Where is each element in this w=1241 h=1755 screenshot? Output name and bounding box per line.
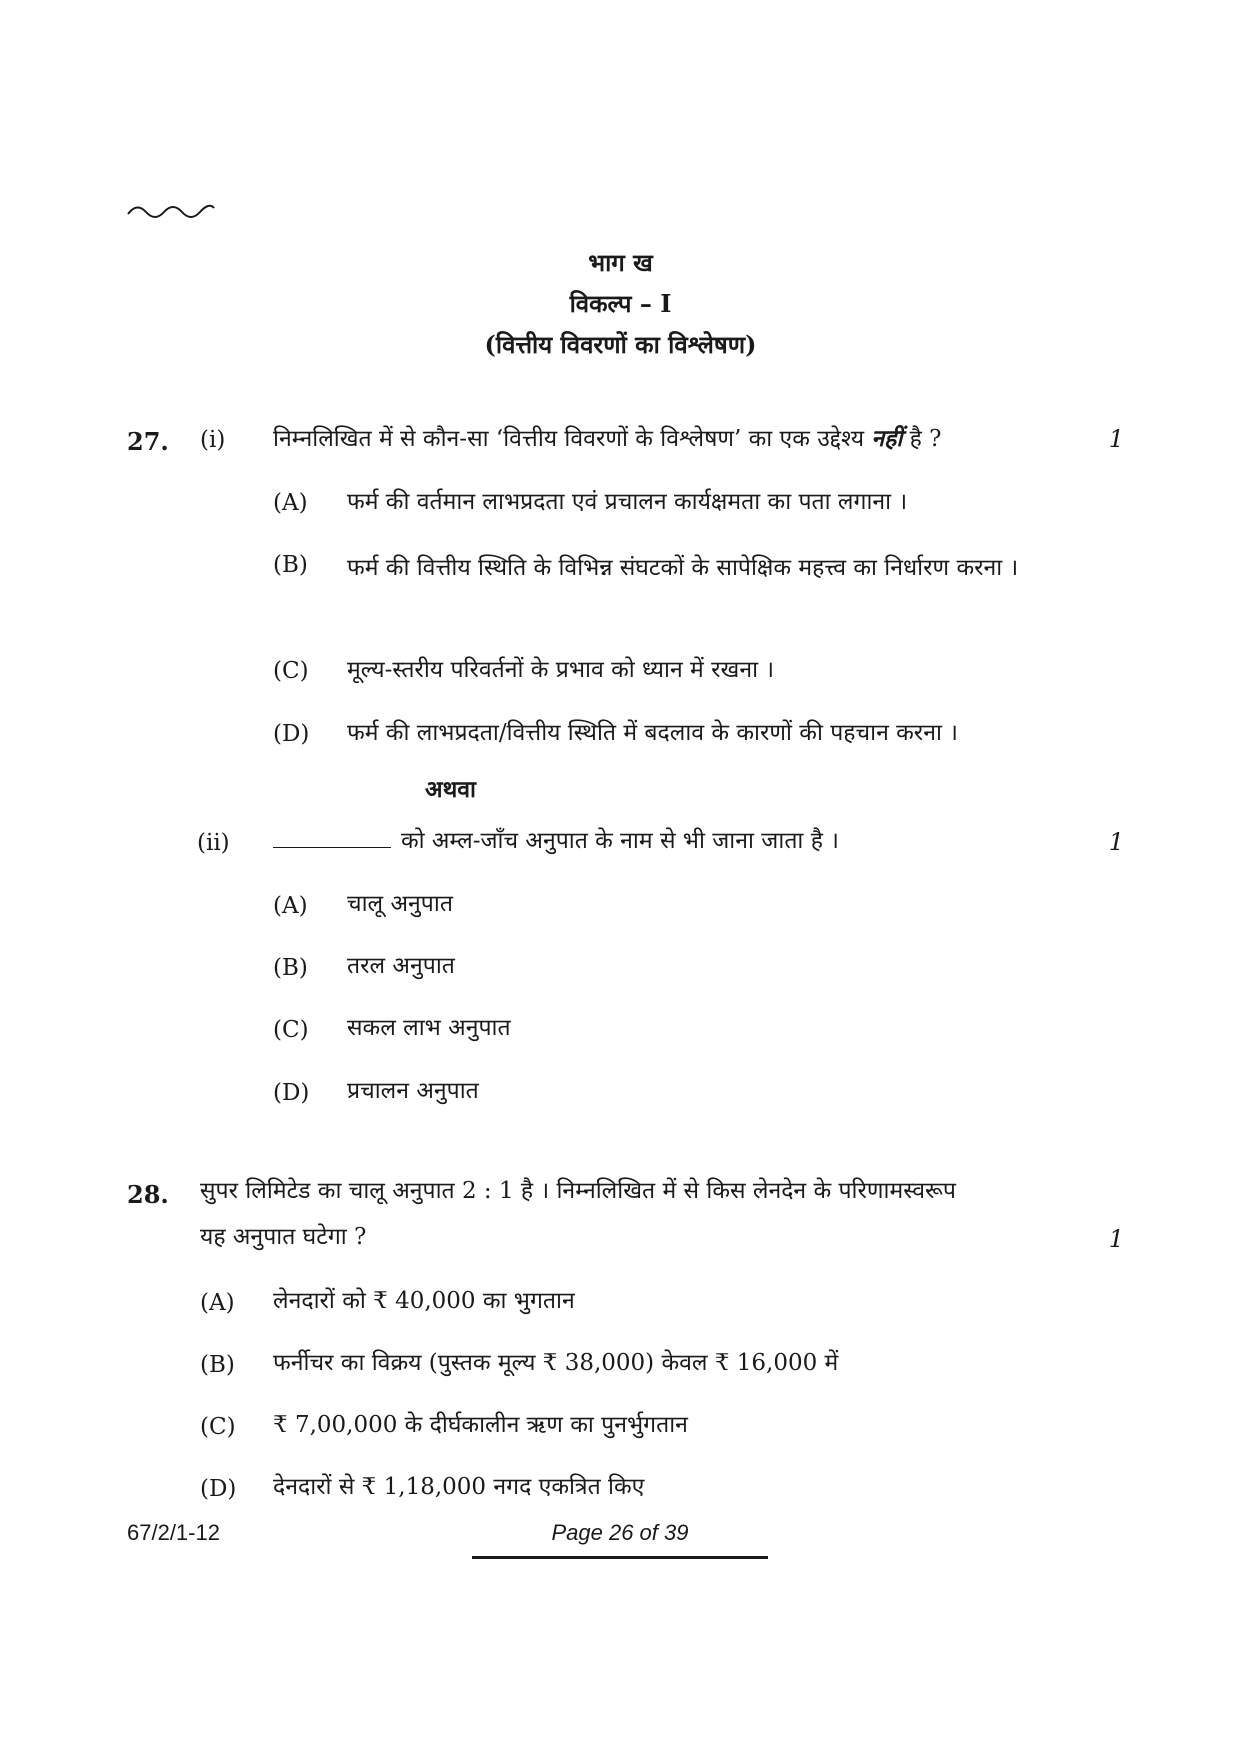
q27-part-ii-label: (ii)	[197, 830, 230, 856]
q28-option-text: फर्नीचर का विक्रय (पुस्तक मूल्य ₹ 38,000) केवल ₹ 16,000 में	[273, 1350, 839, 1376]
q28-option-text: देनदारों से ₹ 1,18,000 नगद एकत्रित किए	[273, 1474, 645, 1500]
q27-part-i-emphasis: नहीं	[871, 425, 903, 452]
q27-i-option-label: (B)	[273, 552, 308, 578]
q28-question-line2: यह अनुपात घटेगा ?	[200, 1224, 367, 1250]
q27-i-option-text: मूल्य-स्तरीय परिवर्तनों के प्रभाव को ध्यान में रखना ।	[347, 657, 775, 683]
q27-i-option-text: फर्म की वर्तमान लाभप्रदता एवं प्रचालन कार्यक्षमता का पता लगाना ।	[347, 489, 908, 515]
question-number-27: 27.	[127, 427, 169, 456]
q27-i-option-text: फर्म की लाभप्रदता/वित्तीय स्थिति में बदलाव के कारणों की पहचान करना ।	[347, 720, 958, 746]
q27-ii-option-text: प्रचालन अनुपात	[347, 1078, 479, 1104]
section-part-heading: भाग ख	[588, 248, 653, 277]
footer-rule	[472, 1556, 768, 1559]
q27-ii-option-text: चालू अनुपात	[347, 891, 453, 917]
q27-part-i-text-after: है ?	[909, 426, 942, 452]
section-option-heading: विकल्प – I	[569, 289, 672, 318]
q28-option-text: ₹ 7,00,000 के दीर्घकालीन ऋण का पुनर्भुगतान	[273, 1412, 688, 1438]
question-number-28: 28.	[127, 1180, 169, 1209]
q27-ii-option-label: (D)	[273, 1080, 310, 1106]
q28-option-text: लेनदारों को ₹ 40,000 का भुगतान	[273, 1288, 575, 1314]
q28-option-label: (C)	[200, 1414, 236, 1440]
fill-in-blank	[273, 847, 391, 848]
q27-part-ii-text: को अम्ल-जाँच अनुपात के नाम से भी जाना जाता है ।	[401, 828, 839, 854]
q27-i-option-label: (C)	[273, 658, 309, 684]
q28-question-line1: सुपर लिमिटेड का चालू अनुपात 2 : 1 है । निम्नलिखित में से किस लेनदेन के परिणामस्वरूप	[200, 1178, 956, 1204]
q27-part-ii-question	[273, 824, 839, 858]
q27-ii-option-label: (C)	[273, 1017, 309, 1043]
q27-ii-option-text: सकल लाभ अनुपात	[347, 1015, 511, 1041]
section-subtitle: (वित्तीय विवरणों का विश्लेषण)	[484, 330, 757, 359]
q28-option-label: (D)	[200, 1476, 237, 1502]
q27-part-i-marks: 1	[1108, 425, 1124, 453]
wave-mark-icon	[126, 196, 216, 226]
q28-option-label: (A)	[200, 1290, 235, 1316]
q27-i-option-text: फर्म की वित्तीय स्थिति के विभिन्न संघटकों के सापेक्षिक महत्त्व का निर्धारण करना ।	[347, 555, 1019, 581]
q27-ii-option-label: (B)	[273, 955, 308, 981]
q27-i-option-label: (A)	[273, 490, 308, 516]
q28-marks: 1	[1108, 1225, 1124, 1253]
q27-ii-option-label: (A)	[273, 893, 308, 919]
q27-part-i-text-before: निम्नलिखित में से कौन-सा ‘वित्तीय विवरणों के विश्लेषण’ का एक उद्देश्य	[273, 426, 865, 452]
paper-code: 67/2/1-12	[127, 1520, 220, 1545]
page-number: Page 26 of 39	[551, 1520, 689, 1545]
q27-part-i-question	[273, 422, 942, 456]
or-separator: अथवा	[425, 776, 477, 803]
q27-ii-option-text: तरल अनुपात	[347, 953, 455, 979]
q27-part-i-label: (i)	[200, 427, 226, 453]
q27-i-option-label: (D)	[273, 721, 310, 747]
q28-option-label: (B)	[200, 1352, 235, 1378]
q27-part-ii-marks: 1	[1108, 828, 1124, 856]
